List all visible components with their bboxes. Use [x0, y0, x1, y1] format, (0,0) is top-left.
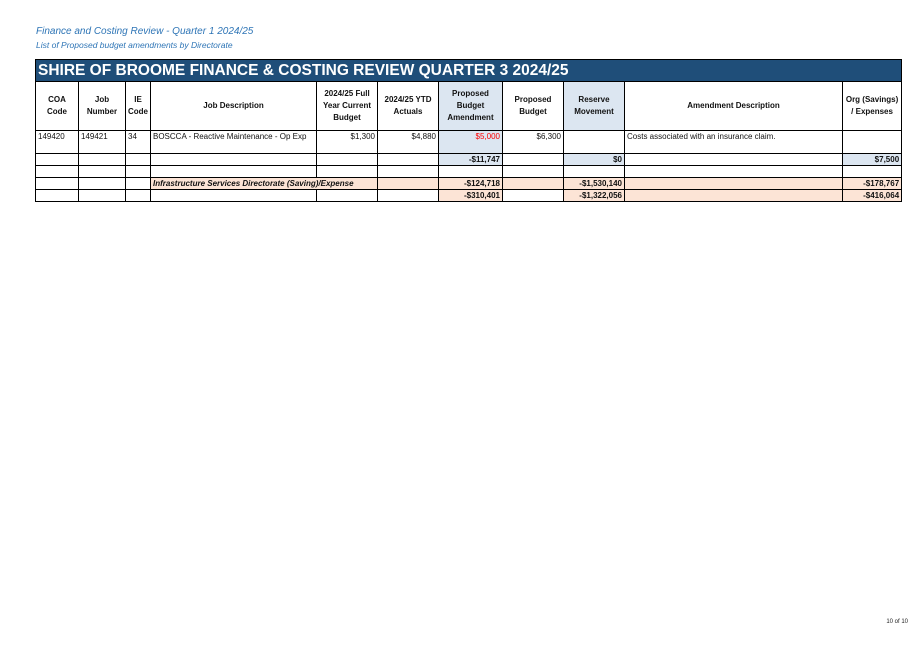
cell-amendment-description: Costs associated with an insurance claim. — [625, 131, 843, 154]
report-subtitle: List of Proposed budget amendments by Directorate — [36, 40, 233, 50]
col-header-org-savings: Org (Savings) / Expenses — [843, 82, 902, 131]
cell-org-savings — [843, 131, 902, 154]
col-header-amendment-description: Amendment Description — [625, 82, 843, 131]
col-header-ytd-actuals: 2024/25 YTD Actuals — [378, 82, 439, 131]
directorate-org-savings: -$178,767 — [843, 178, 902, 190]
cell-job-number: 149421 — [79, 131, 126, 154]
subtotal-row — [36, 154, 902, 166]
amendments-table — [35, 59, 902, 202]
cell-ytd-actuals: $4,880 — [378, 131, 439, 154]
grand-total-proposed-amendment: -$310,401 — [439, 190, 503, 202]
directorate-label: Infrastructure Services Directorate (Saving)/Expense — [151, 178, 378, 190]
blank-row — [36, 166, 902, 178]
cell-reserve-movement — [564, 131, 625, 154]
subtotal-proposed-amendment: -$11,747 — [439, 154, 503, 166]
subtotal-reserve-movement: $0 — [564, 154, 625, 166]
directorate-reserve-movement: -$1,530,140 — [564, 178, 625, 190]
cell-full-year-budget: $1,300 — [317, 131, 378, 154]
title-row — [36, 60, 902, 82]
grand-total-org-savings: -$416,064 — [843, 190, 902, 202]
directorate-total-row — [36, 178, 902, 190]
directorate-proposed-amendment: -$124,718 — [439, 178, 503, 190]
cell-proposed-amendment: $5,000 — [439, 131, 503, 154]
column-header-row — [36, 82, 902, 131]
table-row — [36, 131, 902, 154]
report-title: Finance and Costing Review - Quarter 1 2024/25 — [36, 26, 254, 37]
page-number: 10 of 10 — [886, 619, 908, 625]
col-header-ie: IE Code — [126, 82, 151, 131]
subtotal-org-savings: $7,500 — [843, 154, 902, 166]
col-header-coa: COA Code — [36, 82, 79, 131]
col-header-proposed-budget: Proposed Budget — [503, 82, 564, 131]
table-title: SHIRE OF BROOME FINANCE & COSTING REVIEW QUARTER 3 2024/25 — [36, 60, 902, 82]
col-header-proposed-amendment: Proposed Budget Amendment — [439, 82, 503, 131]
cell-coa: 149420 — [36, 131, 79, 154]
grand-total-reserve-movement: -$1,322,056 — [564, 190, 625, 202]
cell-proposed-budget: $6,300 — [503, 131, 564, 154]
col-header-reserve-movement: Reserve Movement — [564, 82, 625, 131]
col-header-full-year-budget: 2024/25 Full Year Current Budget — [317, 82, 378, 131]
cell-job-description: BOSCCA - Reactive Maintenance - Op Exp — [151, 131, 317, 154]
col-header-job-description: Job Description — [151, 82, 317, 131]
col-header-job-number: Job Number — [79, 82, 126, 131]
cell-ie: 34 — [126, 131, 151, 154]
grand-total-row — [36, 190, 902, 202]
